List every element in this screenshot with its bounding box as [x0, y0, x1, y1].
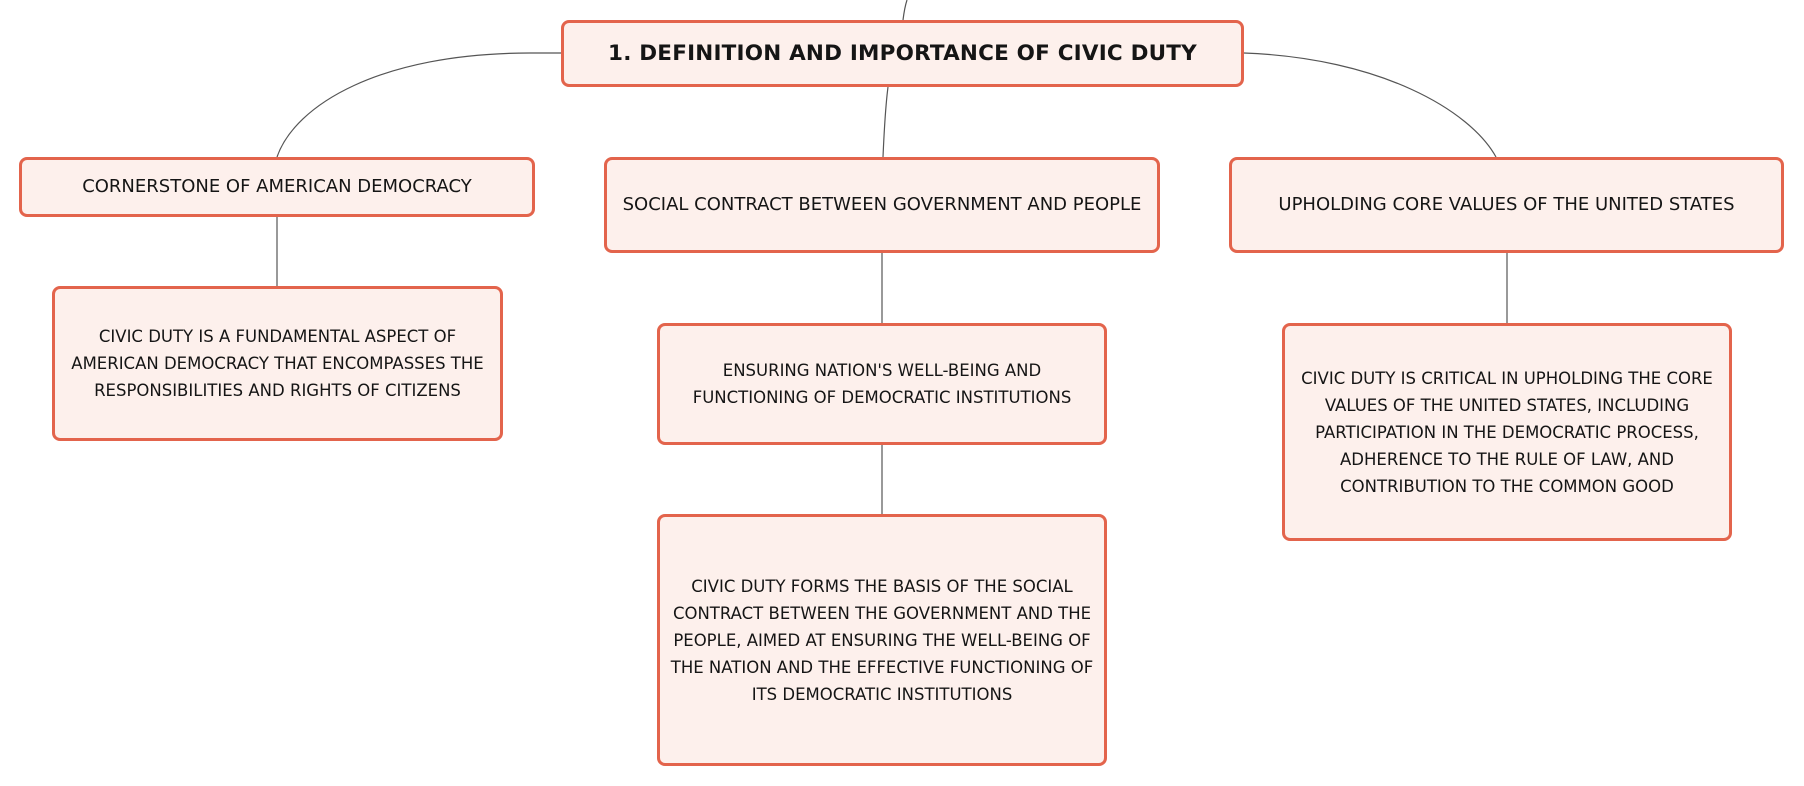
detail-node-social-contract-basis[interactable]: [657, 514, 1107, 766]
topic-node-core-values[interactable]: [1229, 157, 1784, 253]
connector-root-to-social: [883, 87, 888, 157]
topic-node-social-contract[interactable]: [604, 157, 1160, 253]
detail-node-core-values-critical[interactable]: [1282, 323, 1732, 541]
connector-root-to-cornerstone: [277, 53, 561, 157]
root-node[interactable]: [561, 20, 1244, 87]
detail-text-social-contract-basis: CIVIC DUTY FORMS THE BASIS OF THE SOCIAL CONTRACT BETWEEN THE GOVERNMENT AND THE PEOPLE, AIMED AT ENSURING THE WELL-BEING OF THE NATION AND THE EFFECTIVE FUNCTIONING OF ITS DEMOCRATIC INSTITUTIONS: [670, 576, 1094, 704]
connector-from-parent: [903, 0, 907, 20]
connector-root-to-upholding: [1244, 53, 1496, 157]
topic-label-social-contract: SOCIAL CONTRACT BETWEEN GOVERNMENT AND PEOPLE: [622, 194, 1142, 215]
detail-node-fundamental-aspect[interactable]: [52, 286, 503, 441]
detail-text-core-values-critical: CIVIC DUTY IS CRITICAL IN UPHOLDING THE CORE VALUES OF THE UNITED STATES, INCLUDING PARTICIPATION IN THE DEMOCRATIC PROCESS, ADHERENCE TO THE RULE OF LAW, AND CONTRIBUTION TO THE COMMON GOOD: [1301, 368, 1713, 496]
topic-node-cornerstone[interactable]: [19, 157, 535, 217]
detail-node-nation-well-being[interactable]: [657, 323, 1107, 445]
detail-text-fundamental-aspect: CIVIC DUTY IS A FUNDAMENTAL ASPECT OF AMERICAN DEMOCRACY THAT ENCOMPASSES THE RESPONSIBILITIES AND RIGHTS OF CITIZENS: [71, 327, 484, 400]
root-node-label: 1. DEFINITION AND IMPORTANCE OF CIVIC DUTY: [608, 41, 1197, 66]
topic-label-core-values: UPHOLDING CORE VALUES OF THE UNITED STATES: [1278, 194, 1735, 215]
detail-text-nation-well-being: ENSURING NATION'S WELL-BEING AND FUNCTIONING OF DEMOCRATIC INSTITUTIONS: [692, 361, 1072, 407]
topic-label-cornerstone: CORNERSTONE OF AMERICAN DEMOCRACY: [82, 176, 472, 197]
